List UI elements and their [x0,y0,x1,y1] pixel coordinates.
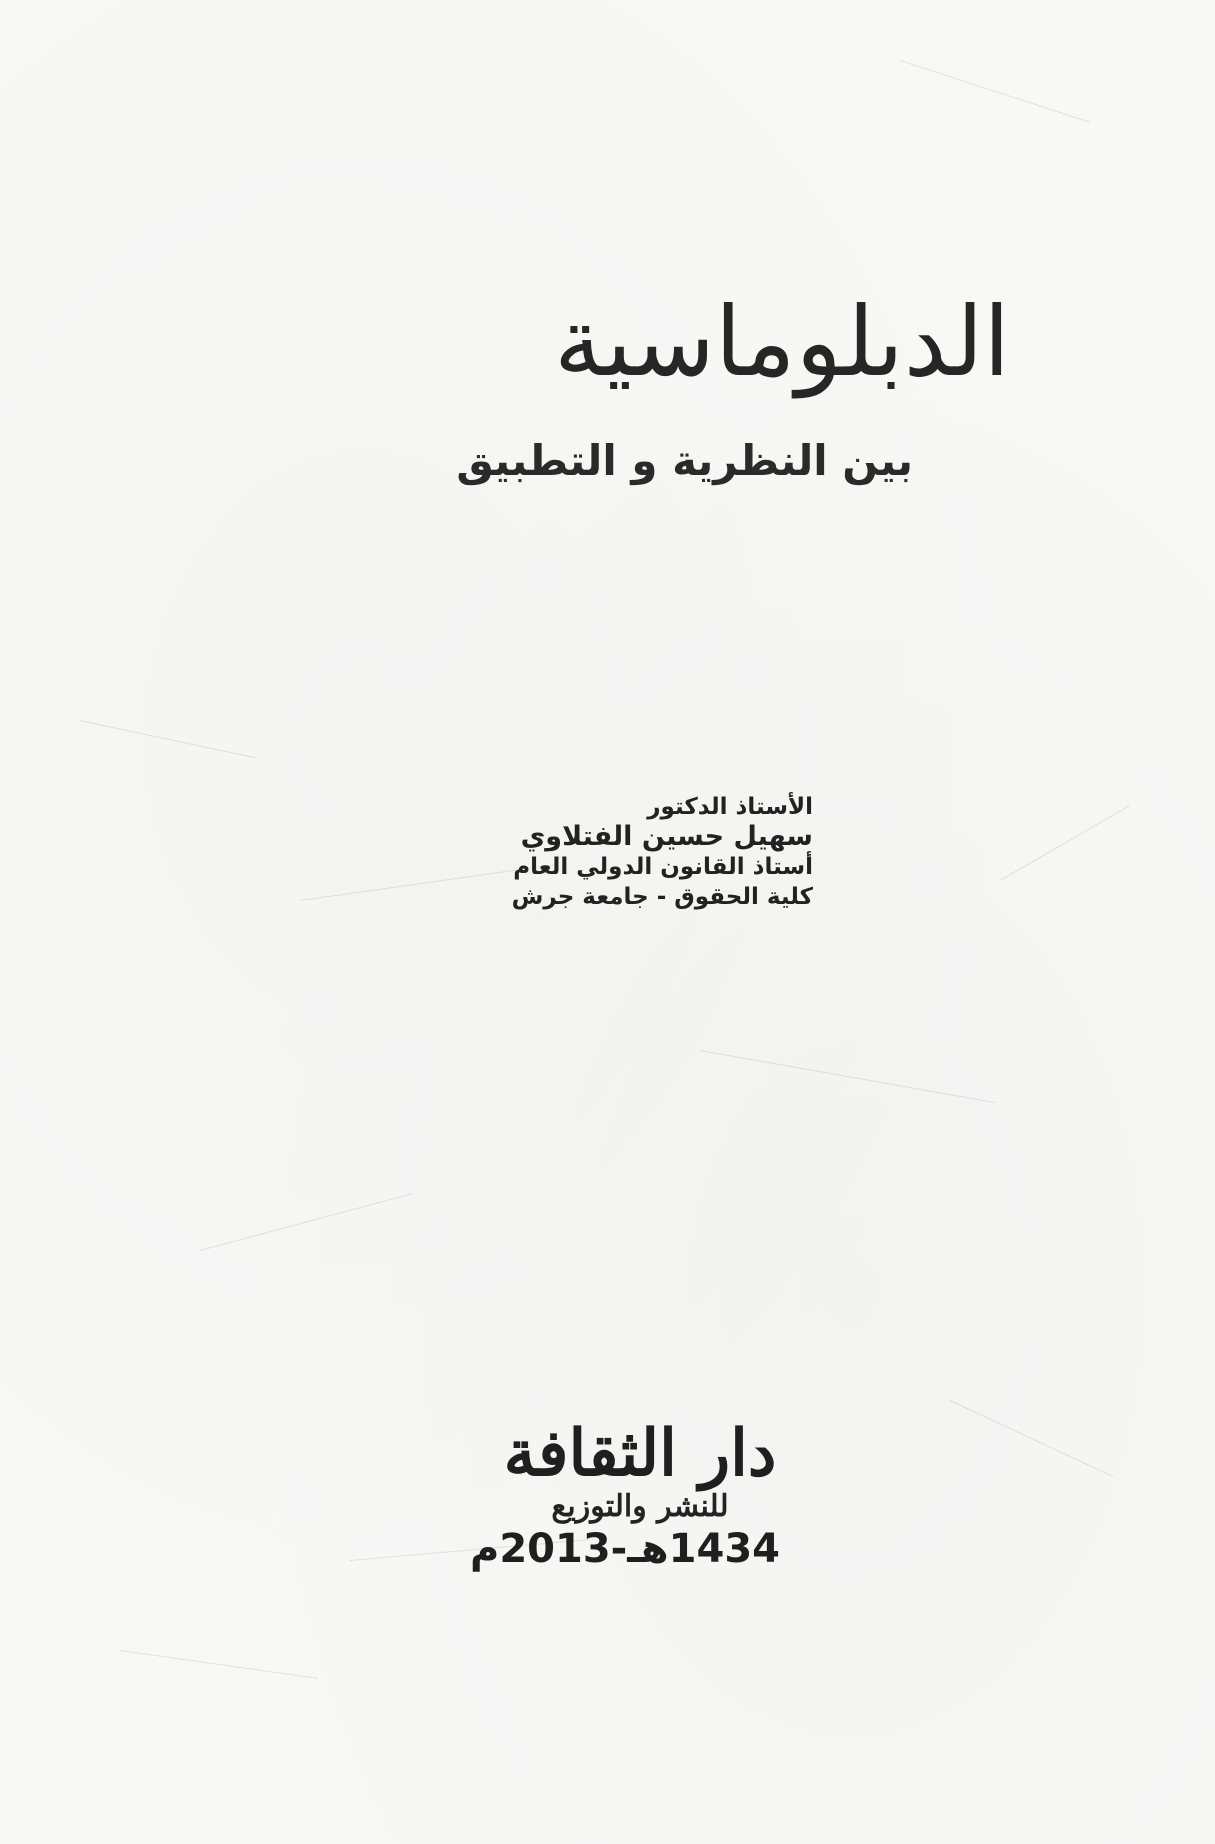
author-position: أستاذ القانون الدولي العام [513,854,813,880]
paper-scuff [80,720,256,758]
paper-scuff [1000,805,1130,881]
paper-scuff [200,1193,413,1251]
author-title-prefix: الأستاذ الدكتور [647,794,813,820]
publisher-logo-name: دار الثقافة [503,1416,777,1491]
publication-year: 1434هـ-2013م [470,1526,780,1573]
author-name: سهيل حسين الفتلاوي [520,821,813,852]
book-subtitle: بين النظرية و التطبيق [456,436,913,485]
paper-scuff [700,1050,996,1103]
book-title: الدبلوماسية [554,286,1010,398]
publisher-block [470,1416,780,1573]
paper-scuff [120,1650,318,1679]
author-affiliation: كلية الحقوق - جامعة جرش [511,884,813,910]
publisher-tagline: للنشر والتوزيع [551,1489,729,1525]
paper-scuff [900,60,1091,123]
paper-scuff [950,1400,1114,1477]
author-block [512,792,813,912]
